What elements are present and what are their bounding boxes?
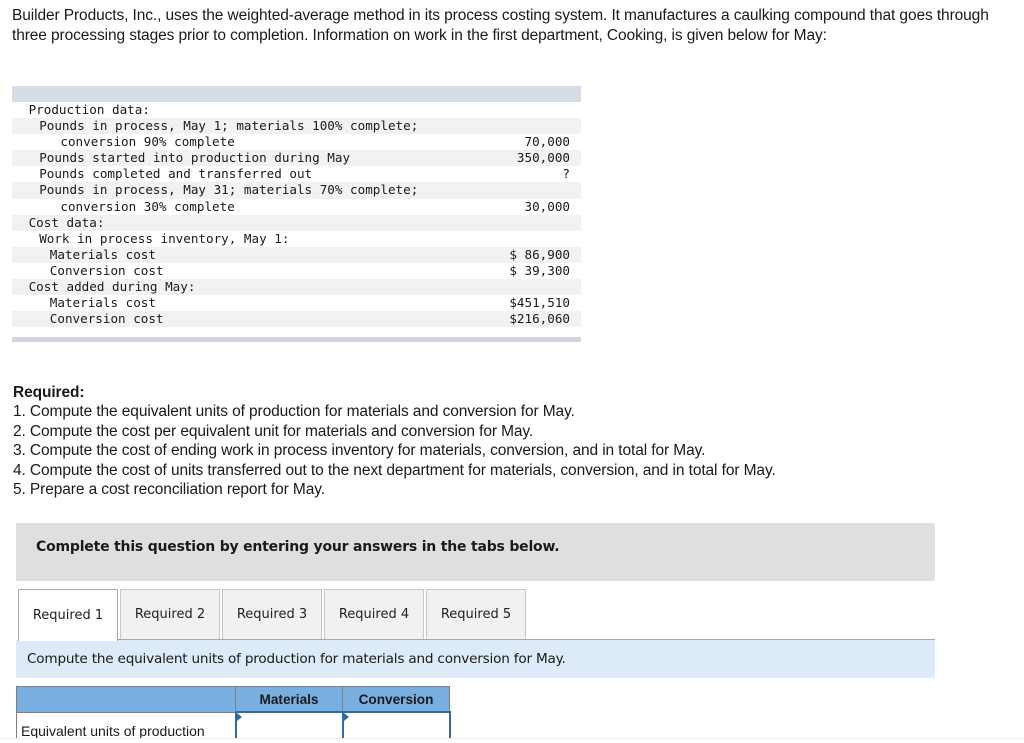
data-table-row [12, 182, 581, 198]
data-table-row [12, 215, 581, 231]
data-table-row [12, 102, 581, 118]
data-row-value: 350,000 [516, 150, 570, 166]
data-row-value [570, 102, 581, 118]
required-item: 2. Compute the cost per equivalent unit for materials and conversion for May. [13, 422, 534, 440]
data-table-row [12, 263, 581, 279]
data-row-value: $ 39,300 [509, 262, 570, 278]
problem-data-table [12, 86, 581, 342]
tab-required-1[interactable]: Required 1 [18, 589, 118, 641]
header-blank [17, 687, 236, 713]
data-table-row [12, 231, 581, 247]
input-flag-icon [237, 713, 242, 721]
data-row-label: conversion 90% complete [60, 134, 235, 150]
answer-table-header [17, 687, 450, 713]
data-row-value: 30,000 [524, 198, 570, 214]
tab-required-4[interactable]: Required 4 [324, 589, 424, 639]
conversion-input-cell[interactable] [343, 712, 450, 739]
instruction-text: Complete this question by entering your answers in the tabs below. [36, 539, 560, 555]
data-row-label: Materials cost [49, 295, 156, 311]
page-bottom-edge [0, 738, 1024, 739]
data-row-value: ? [562, 166, 570, 182]
tab-required-3[interactable]: Required 3 [222, 589, 322, 639]
data-row-value: 70,000 [524, 134, 570, 150]
conversion-equivalent-units-input[interactable] [344, 715, 449, 737]
data-row-value [570, 118, 581, 134]
data-row-label: Cost data: [28, 214, 105, 230]
required-tabs [18, 589, 528, 640]
instruction-box [16, 523, 935, 581]
data-row-label: conversion 30% complete [60, 198, 235, 214]
data-row-value [570, 231, 581, 247]
data-row-label: Pounds started into production during May [39, 150, 351, 166]
data-row-label: Pounds in process, May 1; materials 100% complete; [39, 118, 419, 134]
tab-required-5[interactable]: Required 5 [426, 589, 526, 639]
required-title: Required: [13, 384, 85, 401]
data-table-footer-bar [12, 337, 581, 342]
data-row-label: Cost added during May: [28, 279, 196, 295]
data-table-row [12, 134, 581, 150]
data-row-value [570, 279, 581, 295]
data-table-row [12, 150, 581, 166]
problem-intro: Builder Products, Inc., uses the weighted-average method in its process costing system. It manufactures a caulking compound that goes through three processing stages prior to completion. Information on work in the first department, Cooking, is given below for May: [12, 7, 989, 44]
data-table-row [12, 311, 581, 327]
required-item: 3. Compute the cost of ending work in process inventory for materials, conversion, and in total for May. [13, 442, 706, 460]
data-table-row [12, 279, 581, 295]
header-conversion: Conversion [343, 687, 450, 713]
data-row-label: Work in process inventory, May 1: [39, 230, 290, 246]
tab-prompt-text: Compute the equivalent units of production for materials and conversion for May. [27, 651, 566, 667]
data-table-row [12, 247, 581, 263]
data-row-label: Conversion cost [49, 262, 164, 278]
required-item: 1. Compute the equivalent units of production for materials and conversion for May. [13, 403, 575, 421]
header-materials: Materials [236, 687, 343, 713]
row-label-equivalent-units: Equivalent units of production [17, 712, 236, 739]
data-row-value: $451,510 [509, 295, 570, 311]
data-table-header-bar [12, 86, 581, 102]
data-row-label: Materials cost [49, 246, 156, 262]
required-item: 4. Compute the cost of units transferred out to the next department for materials, conversion, and in total for May. [13, 461, 776, 479]
data-table-rows [12, 102, 581, 327]
data-row-label: Pounds completed and transferred out [39, 166, 313, 182]
data-row-value: $216,060 [509, 311, 570, 327]
data-table-row [12, 166, 581, 182]
input-flag-icon [344, 713, 349, 721]
required-section [13, 383, 1013, 499]
required-item: 5. Prepare a cost reconciliation report for May. [13, 481, 325, 499]
data-row-label: Pounds in process, May 31; materials 70% complete; [39, 182, 419, 198]
data-row-value [570, 215, 581, 231]
data-row-label: Production data: [28, 102, 150, 117]
tab-required-2[interactable]: Required 2 [120, 589, 220, 639]
data-row-value [570, 182, 581, 198]
data-table-row [12, 199, 581, 215]
materials-equivalent-units-input[interactable] [237, 715, 342, 737]
table-row [17, 712, 450, 739]
data-row-value: $ 86,900 [509, 246, 570, 262]
data-table-row [12, 295, 581, 311]
tab-prompt [16, 640, 935, 678]
answer-table [16, 686, 451, 739]
data-row-label: Conversion cost [49, 311, 164, 327]
materials-input-cell[interactable] [236, 712, 343, 739]
data-table-row [12, 118, 581, 134]
